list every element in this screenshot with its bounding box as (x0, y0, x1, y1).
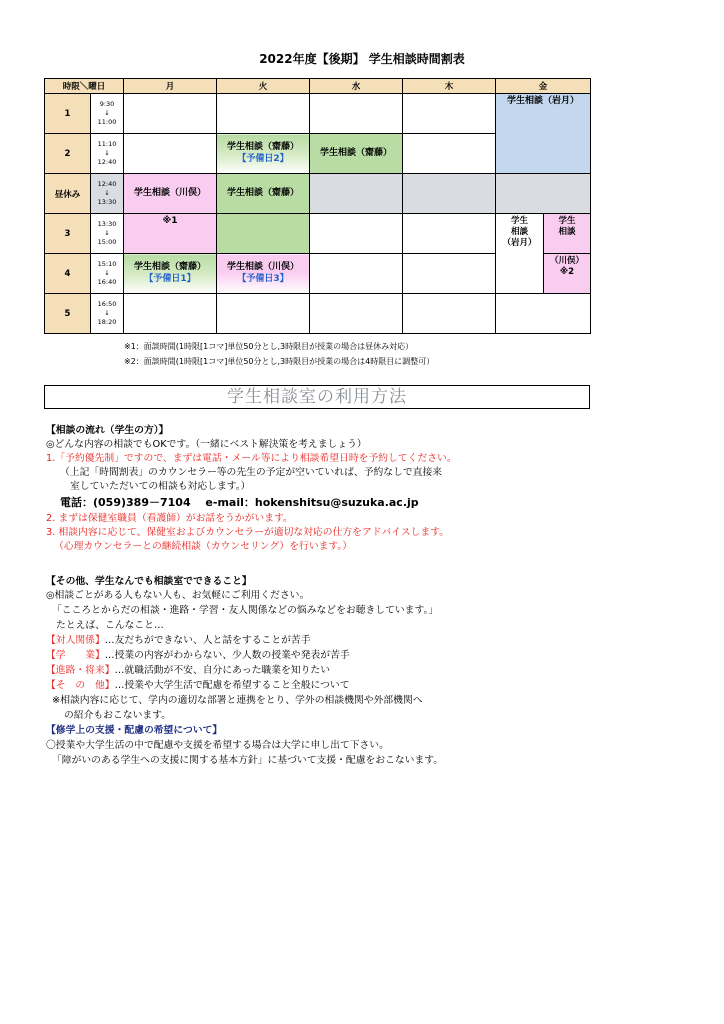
cell-fri-p3-a: 学生 相談 （岩月） (496, 214, 544, 294)
cell-mon-p3: ※1 (124, 214, 217, 254)
section1-line6: 3. 相談内容に応じて、保健室およびカウンセラーが適切な対応の仕方をアドバイスします。 (46, 527, 450, 538)
list-item: 【学 業】…授業の内容がわからない、少人数の授業や発表が苦手 (46, 650, 350, 661)
cell-mon-p2 (124, 134, 217, 174)
cell-mon-p5 (124, 294, 217, 334)
section2-note2: の紹介もおこないます。 (64, 710, 171, 721)
cell-wed-p2: 学生相談（齋藤） (310, 134, 403, 174)
header-day-wed: 水 (310, 79, 403, 94)
header-day-mon: 月 (124, 79, 217, 94)
cell-tue-p5 (217, 294, 310, 334)
section1-line4: 室していただいての相談も対応します。） (70, 481, 251, 492)
period-label: 4 (45, 254, 91, 294)
cell-fri-p4-b: （川俣） ※2 (544, 254, 591, 294)
section1-line5: 2. まずは保健室職員（看護師）がお話をうかがいます。 (46, 513, 293, 524)
section1-line2: 1.「予約優先制」ですので、まずは電話・メール等により相談希望日時を予約してください。 (46, 453, 457, 464)
period-label: 3 (45, 214, 91, 254)
note-1: ※1：面談時間(1時限[1コマ]単位50分とし,3時限目が授業の場合は昼休み対応） (124, 342, 414, 351)
section2-line1: ◎相談ごとがある人もない人も、お気軽にご利用ください。 (46, 590, 310, 601)
cell-thu-p4 (403, 254, 496, 294)
section3-line1: 〇授業や大学生活の中で配慮や支援を希望する場合は大学に申し出て下さい。 (46, 740, 389, 751)
cell-wed-p5 (310, 294, 403, 334)
list-item: 【そ の 他】…授業や大学生活で配慮を希望すること全般について (46, 680, 350, 691)
header-period: 時限＼曜日 (45, 79, 124, 94)
period-time: 11:10 ↓ 12:40 (91, 134, 124, 174)
cell-thu-p3 (403, 214, 496, 254)
cell-wed-p4 (310, 254, 403, 294)
cell-mon-p4: 学生相談（齋藤） 【予備日1】 (124, 254, 217, 294)
cell-fri-p5 (496, 294, 591, 334)
section2-line3: たとえば、こんなこと… (56, 620, 164, 631)
schedule-table (44, 78, 591, 334)
cell-thu-lunch (403, 174, 496, 214)
list-item: 【進路・将来】…就職活動が不安、自分にあった職業を知りたい (46, 665, 331, 676)
cell-tue-p4: 学生相談（川俣） 【予備日3】 (217, 254, 310, 294)
period-time: 15:10 ↓ 16:40 (91, 254, 124, 294)
cell-tue-p3 (217, 214, 310, 254)
period-label: 5 (45, 294, 91, 334)
cell-fri-lunch (496, 174, 591, 214)
section1-line1: ◎どんな内容の相談でもOKです。（一緒にベスト解決策を考えましょう） (46, 439, 367, 450)
period-label: 2 (45, 134, 91, 174)
section1-line3: （上記「時間割表」のカウンセラー等の先生の予定が空いていれば、予約なしで直接来 (60, 467, 443, 478)
period-time: 16:50 ↓ 18:20 (91, 294, 124, 334)
cell-tue-lunch: 学生相談（齋藤） (217, 174, 310, 214)
cell-thu-p5 (403, 294, 496, 334)
period-time: 9:30 ↓ 11:00 (91, 94, 124, 134)
cell-thu-p2 (403, 134, 496, 174)
period-time: 13:30 ↓ 15:00 (91, 214, 124, 254)
cell-fri-p3-b: 学生 相談 (544, 214, 591, 254)
cell-wed-p3 (310, 214, 403, 254)
section1-line7: （心理カウンセラーとの継続相談（カウンセリング）を行います。） (54, 541, 353, 552)
list-item: 【対人関係】…友だちができない、人と話をすることが苦手 (46, 635, 311, 646)
contact-info: 電話：(059)389－7104 e-mail：hokenshitsu@suzuka.ac.jp (60, 496, 419, 509)
section3-line2: 「障がいのある学生への支援に関する基本方針」に基づいて支援・配慮をおこないます。 (52, 755, 444, 766)
header-day-fri: 金 (496, 79, 591, 94)
cell-thu-p1 (403, 94, 496, 134)
section2-note1: ※相談内容に応じて、学内の適切な部署と連携をとり、学外の相談機関や外部機関へ (52, 695, 423, 706)
note-2: ※2：面談時間(1時限[1コマ]単位50分とし,3時限目が授業の場合は4時限目に調整可） (124, 357, 435, 366)
section2-line2: 「こころとからだの相談・進路・学習・友人関係などの悩みなどをお聴きしています。」 (52, 605, 439, 616)
cell-mon-lunch: 学生相談（川俣） (124, 174, 217, 214)
cell-wed-p1 (310, 94, 403, 134)
period-time: 12:40 ↓ 13:30 (91, 174, 124, 214)
page-title: 2022年度【後期】 学生相談時間割表 (259, 52, 465, 66)
cell-fri-p1-p2: 学生相談（岩月） (496, 94, 591, 174)
cell-tue-p1 (217, 94, 310, 134)
section-banner: 学生相談室の利用方法 (44, 385, 590, 409)
section1-heading: 【相談の流れ（学生の方）】 (46, 425, 169, 436)
cell-wed-lunch (310, 174, 403, 214)
period-label: 昼休み (45, 174, 91, 214)
period-label: 1 (45, 94, 91, 134)
cell-mon-p1 (124, 94, 217, 134)
section3-heading: 【修学上の支援・配慮の希望について】 (46, 725, 223, 736)
header-day-thu: 木 (403, 79, 496, 94)
header-day-tue: 火 (217, 79, 310, 94)
cell-tue-p2: 学生相談（齋藤） 【予備日2】 (217, 134, 310, 174)
section2-heading: 【その他、学生なんでも相談室でできること】 (46, 576, 252, 587)
